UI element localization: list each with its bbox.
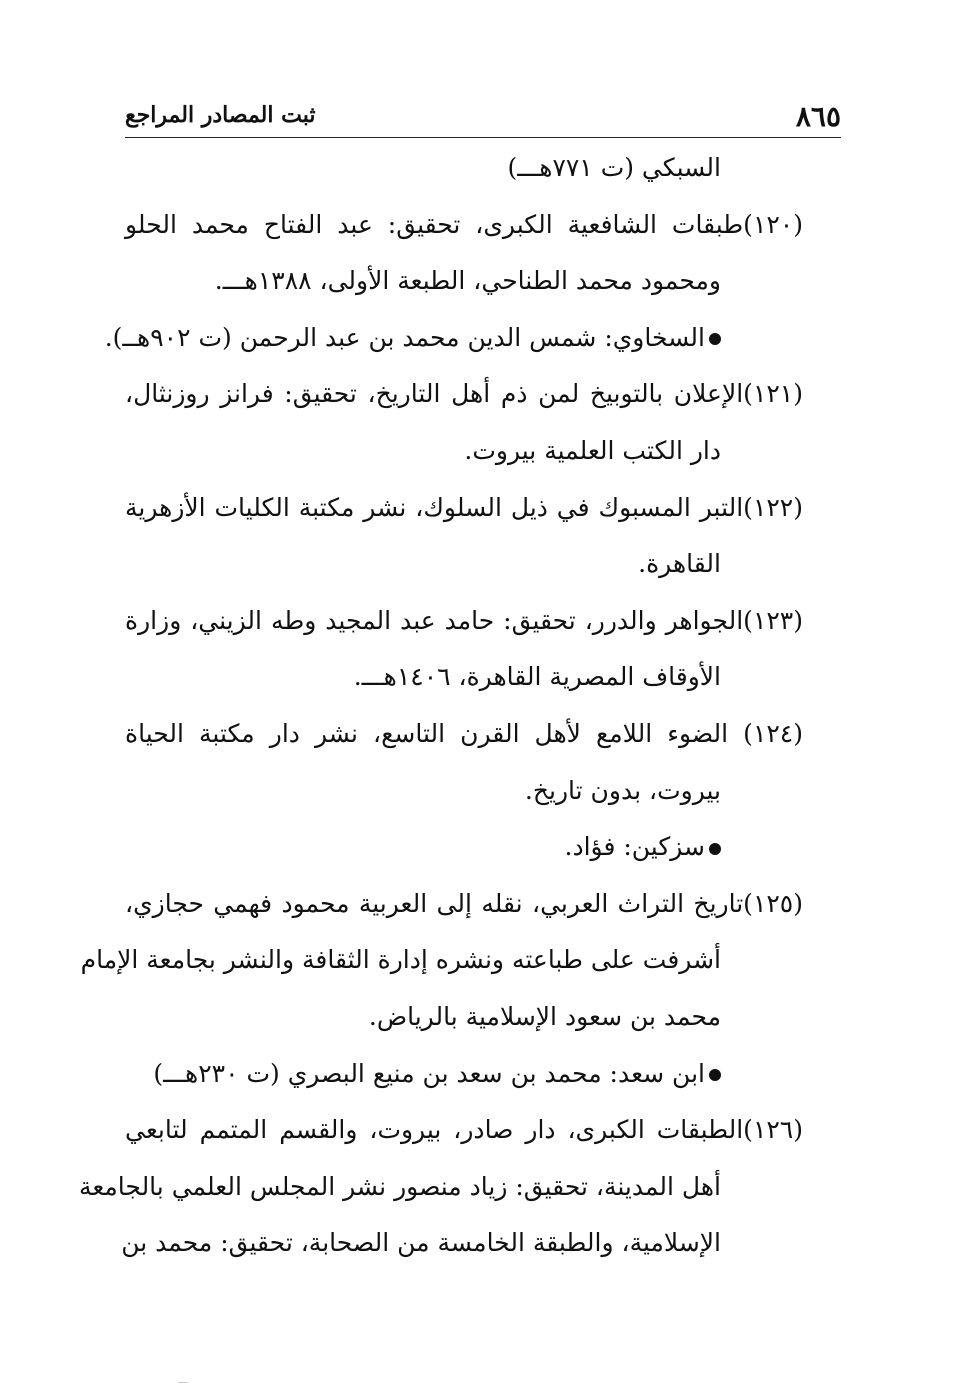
reference-line xyxy=(125,763,721,820)
page-header xyxy=(125,96,841,136)
line-text: (١٢١)الإعلان بالتوبيخ لمن ذم أهل التاريخ، تحقيق: فرانز روزنثال، xyxy=(125,379,803,409)
bullet-icon xyxy=(709,1069,721,1081)
scan-mark xyxy=(178,1382,188,1383)
reference-line xyxy=(125,706,803,763)
line-text: (١٢٠)طبقات الشافعية الكبرى، تحقيق: عبد الفتاح محمد الحلو xyxy=(125,209,803,239)
line-text: الأوقاف المصرية القاهرة، ١٤٠٦هـــ. xyxy=(353,662,721,692)
reference-line xyxy=(125,536,721,593)
line-text: (١٢٤) الضوء اللامع لأهل القرن التاسع، نشر دار مكتبة الحياة xyxy=(125,718,803,748)
line-text: القاهرة. xyxy=(638,549,721,579)
reference-line xyxy=(80,932,721,989)
reference-line xyxy=(125,1102,803,1159)
reference-line xyxy=(125,423,721,480)
line-text: السخاوي: شمس الدين محمد بن عبد الرحمن (ت ٩٠٢هــ). xyxy=(104,322,705,352)
line-text: سزكين: فؤاد. xyxy=(564,832,705,862)
reference-line xyxy=(125,649,721,706)
line-text: السبكي (ت ٧٧١هـــ) xyxy=(507,153,721,182)
line-text: (١٢٣)الجواهر والدرر، تحقيق: حامد عبد المجيد وطه الزيني، وزارة xyxy=(125,605,803,635)
line-text: (١٢٥)تاريخ التراث العربي، نقله إلى العربية محمود فهمي حجازي، xyxy=(125,888,803,918)
running-title: ثبت المصادر المراجع xyxy=(125,102,316,128)
reference-line xyxy=(78,1159,721,1216)
line-text: أهل المدينة، تحقيق: زياد منصور نشر المجلس العلمي بالجامعة xyxy=(78,1171,721,1201)
reference-line xyxy=(125,253,721,310)
line-text: (١٢٢)التبر المسبوك في ذيل السلوك، نشر مكتبة الكليات الأزهرية xyxy=(125,492,803,522)
reference-line xyxy=(125,989,721,1046)
author-line xyxy=(125,1046,721,1103)
line-text: محمد بن سعود الإسلامية بالرياض. xyxy=(368,1001,721,1031)
reference-line xyxy=(125,593,803,650)
bullet-icon xyxy=(709,333,721,345)
line-text: بيروت، بدون تاريخ. xyxy=(524,775,721,805)
line-text: الإسلامية، والطبقة الخامسة من الصحابة، تحقيق: محمد بن xyxy=(121,1228,721,1258)
references-list xyxy=(78,140,803,1272)
reference-line xyxy=(125,366,803,423)
reference-line xyxy=(121,1215,721,1272)
reference-line xyxy=(125,480,803,537)
reference-line xyxy=(125,876,803,933)
line-text: (١٢٦)الطبقات الكبرى، دار صادر، بيروت، والقسم المتمم لتابعي xyxy=(125,1115,803,1145)
line-text: ومحمود محمد الطناحي، الطبعة الأولى، ١٣٨٨هـــ. xyxy=(214,266,721,296)
reference-line xyxy=(125,197,803,254)
header-rule xyxy=(125,137,841,138)
line-text: أشرفت على طباعته ونشره إدارة الثقافة والنشر بجامعة الإمام xyxy=(80,945,721,975)
page-number: ٨٦٥ xyxy=(795,100,841,133)
bullet-icon xyxy=(709,843,721,855)
author-line xyxy=(125,819,721,876)
author-line xyxy=(104,310,721,367)
author-line xyxy=(125,140,721,197)
line-text: ابن سعد: محمد بن سعد بن منيع البصري (ت ٢٣٠هـــ) xyxy=(153,1058,705,1088)
line-text: دار الكتب العلمية بيروت. xyxy=(464,435,721,465)
